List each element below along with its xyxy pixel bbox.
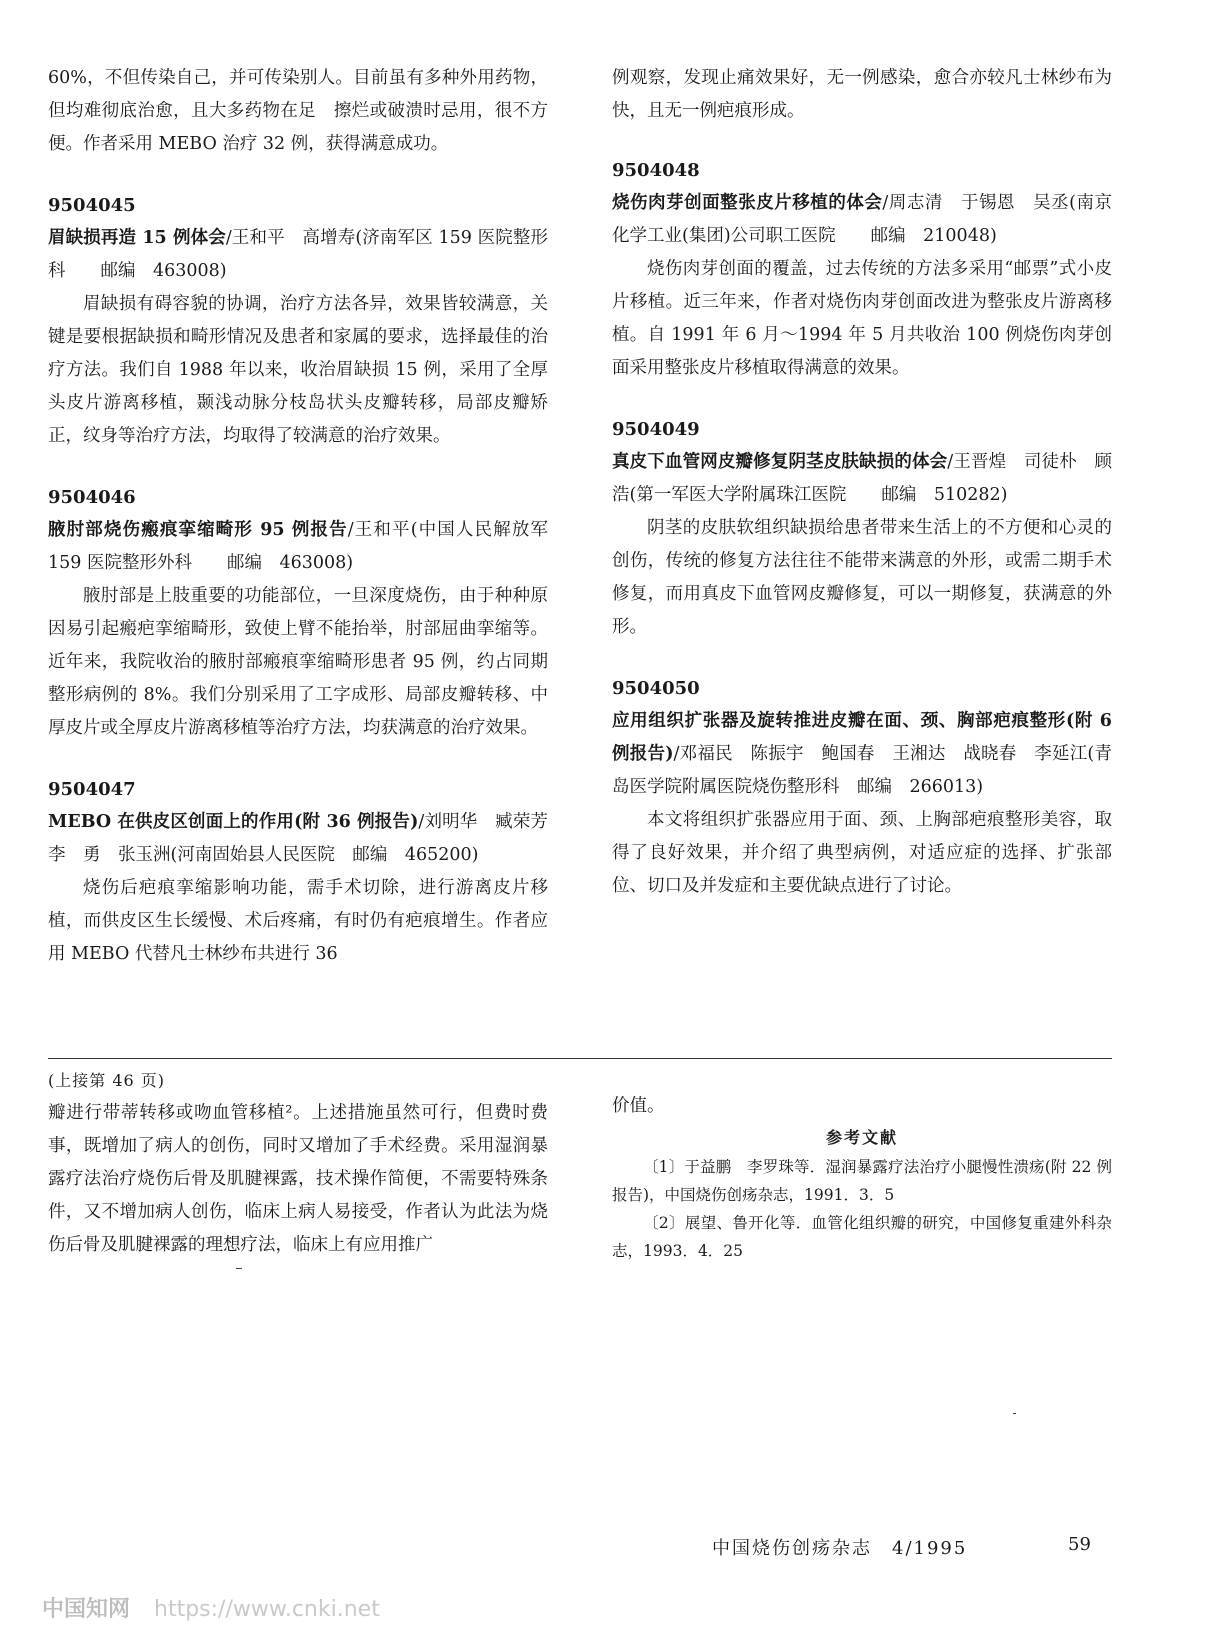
article-title: MEBO 在供皮区创面上的作用(附 36 例报告) xyxy=(48,812,419,832)
article-authors: /邓福民 陈振宇 鲍国春 王湘达 战晓春 李延江(青岛医学院附属医院烧伤整形科 邮编 266013) xyxy=(612,744,1112,797)
article-authors: /刘明华 臧荣芳 李 勇 张玉洲(河南固始县人民医院 邮编 465200) xyxy=(48,812,566,865)
article-heading xyxy=(48,514,548,580)
right-column xyxy=(612,62,1112,903)
references-heading: 参考文献 xyxy=(825,1128,898,1147)
journal-footer: 中国烧伤创疡杂志 4/1995 xyxy=(712,1538,968,1559)
continuation-block xyxy=(48,1064,548,1262)
article-abstract: 本文将组织扩张器应用于面、颈、上胸部疤痕整形美容，取得了良好效果，并介绍了典型病例，对适应症的选择、扩张部位、切口及并发症和主要优缺点进行了讨论。 xyxy=(612,810,1112,896)
article-title: 应用组织扩张器及旋转推进皮瓣在面、颈、胸部疤痕整形(附 6 例报告) xyxy=(612,711,1112,764)
left-lead-paragraph: 60%，不但传染自己，并可传染别人。目前虽有多种外用药物，但均难彻底治愈，且大多药物在足 擦烂或破溃时忌用，很不方便。作者采用 MEBO 治疗 32 例，获得满意成功。 xyxy=(48,68,548,154)
article-code: 9504049 xyxy=(612,419,700,440)
article-title: 真皮下血管网皮瓣修复阴茎皮肤缺损的体会 xyxy=(612,452,948,472)
section-divider xyxy=(48,1058,1112,1059)
references-block xyxy=(612,1090,1112,1265)
article-title: 眉缺损再造 15 例体会 xyxy=(48,228,226,248)
article-code: 9504048 xyxy=(612,160,700,181)
article-heading xyxy=(48,222,548,288)
continuation-tail: 价值。 xyxy=(612,1096,665,1116)
article-authors: /王晋煌 司徒朴 顾浩(第一军医大学附属珠江医院 邮编 510282) xyxy=(612,452,1112,505)
scan-mark xyxy=(236,1268,242,1269)
page-number: 59 xyxy=(1068,1534,1091,1555)
scan-mark xyxy=(1013,1413,1016,1414)
continued-from-label: (上接第 46 页) xyxy=(48,1071,166,1090)
article-title: 烧伤肉芽创面整张皮片移植的体会 xyxy=(612,193,883,213)
article-title: 腋肘部烧伤瘢痕挛缩畸形 95 例报告 xyxy=(48,520,348,540)
watermark-url: https://www.cnki.net xyxy=(154,1597,380,1622)
article-abstract: 腋肘部是上肢重要的功能部位，一旦深度烧伤，由于种种原因易引起瘢疤挛缩畸形，致使上臂不能抬举，肘部屈曲挛缩等。近年来，我院收治的腋肘部瘢痕挛缩畸形患者 95 例，约占同期整形病例的 8%。我们分别采用了工字成形、局部皮瓣转移、中厚皮片或全厚皮片游离移植等治疗方法，均获满意的治疗效果。 xyxy=(48,586,548,738)
continuation-text: 瓣进行带蒂转移或吻血管移植²。上述措施虽然可行，但费时费事，既增加了病人的创伤，同时又增加了手术经费。采用湿润暴露疗法治疗烧伤后骨及肌腱裸露，技术操作简便，不需要特殊条件，又不增加病人创伤，临床上病人易接受，作者认为此法为烧伤后骨及肌腱裸露的理想疗法，临床上有应用推广 xyxy=(48,1103,548,1255)
cnki-watermark xyxy=(42,1592,380,1623)
watermark-brand: 中国知网 xyxy=(42,1597,131,1622)
article-abstract: 阴茎的皮肤软组织缺损给患者带来生活上的不方便和心灵的创伤，传统的修复方法往往不能带来满意的外形，或需二期手术修复，而用真皮下血管网皮瓣修复，可以一期修复，获满意的外形。 xyxy=(612,518,1112,637)
right-lead-paragraph: 例观察，发现止痛效果好，无一例感染，愈合亦较凡士林纱布为快，且无一例疤痕形成。 xyxy=(612,68,1112,121)
article-authors: /周志清 于锡恩 吴丞(南京化学工业(集团)公司职工医院 邮编 210048) xyxy=(612,193,1112,246)
article-abstract: 烧伤肉芽创面的覆盖，过去传统的方法多采用“邮票”式小皮片移植。近三年来，作者对烧伤肉芽创面改进为整张皮片游离移植。自 1991 年 6 月～1994 年 5 月共收治 100 例烧伤肉芽创面采用整张皮片移植取得满意的效果。 xyxy=(612,259,1112,378)
article-code: 9504047 xyxy=(48,779,136,800)
article-heading xyxy=(612,446,1112,512)
left-column xyxy=(48,62,566,971)
article-abstract: 眉缺损有碍容貌的协调，治疗方法各异，效果皆较满意，关键是要根据缺损和畸形情况及患者和家属的要求，选择最佳的治疗方法。我们自 1988 年以来，收治眉缺损 15 例，采用了全厚头皮片游离移植，颞浅动脉分枝岛状头皮瓣转移，局部皮瓣矫正，纹身等治疗方法，均取得了较满意的治疗效果。 xyxy=(48,294,548,446)
reference-item: 〔1〕于益鹏 李罗珠等．湿润暴露疗法治疗小腿慢性溃疡(附 22 例报告)，中国烧伤创疡杂志，1991．3．5 xyxy=(612,1158,1112,1204)
article-code: 9504046 xyxy=(48,487,136,508)
article-authors: /王和平(中国人民解放军 159 医院整形外科 邮编 463008) xyxy=(48,520,548,573)
article-authors: /王和平 高增寿(济南军区 159 医院整形科 邮编 463008) xyxy=(48,228,549,281)
article-abstract: 烧伤后疤痕挛缩影响功能，需手术切除，进行游离皮片移植，而供皮区生长缓慢、术后疼痛，有时仍有疤痕增生。作者应用 MEBO 代替凡士林纱布共进行 36 xyxy=(48,878,548,964)
article-heading xyxy=(48,806,566,872)
article-code: 9504050 xyxy=(612,678,700,699)
article-heading xyxy=(612,705,1112,804)
article-heading xyxy=(612,187,1112,253)
article-code: 9504045 xyxy=(48,195,136,216)
reference-item: 〔2〕展望、鲁开化等．血管化组织瓣的研究，中国修复重建外科杂志，1993．4．25 xyxy=(612,1214,1112,1260)
